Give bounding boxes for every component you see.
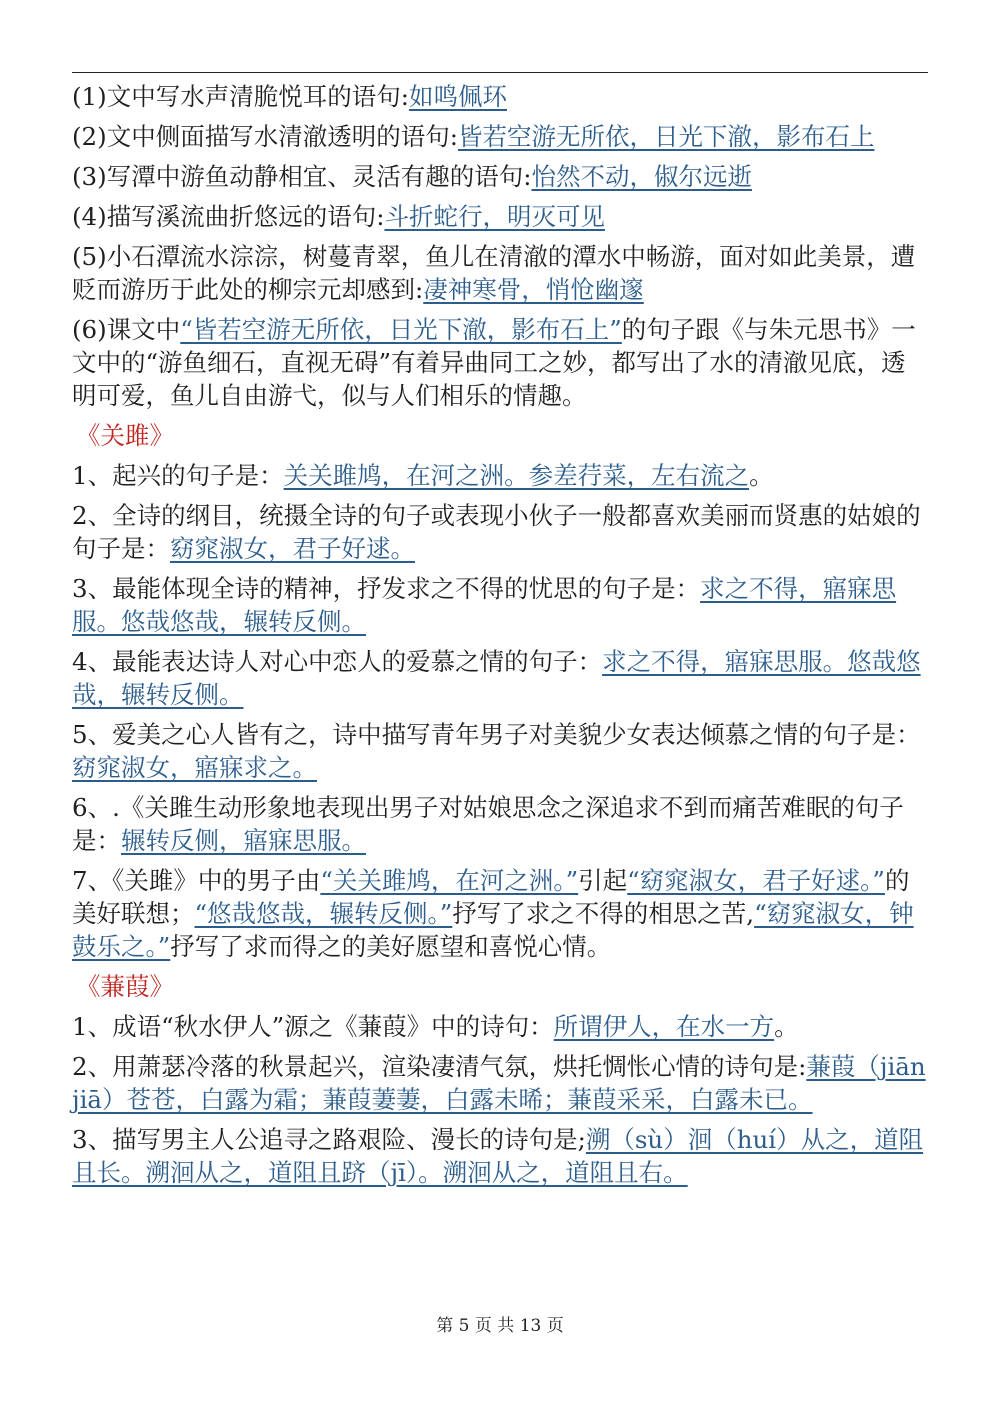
question-tail: 。 [774,1012,799,1041]
answer-text: 斗折蛇行，明灭可见 [384,202,605,231]
question-item [72,645,930,711]
page-content [72,80,930,1196]
question-item [72,499,930,565]
question-item [72,160,930,193]
question-text: (6)课文中 [72,315,181,344]
question-item [72,1123,930,1189]
answer-text: “窈窕淑女，君子好逑。” [627,866,885,895]
question-item [72,864,930,963]
answer-text: 如鸣佩环 [408,82,507,111]
section-heading-jianjia: 《蒹葭》 [76,972,174,1001]
question-tail: 。 [749,461,774,490]
page-footer: 第 5 页 共 13 页 [436,1316,564,1336]
question-item [72,1010,930,1043]
question-text: 2、用萧瑟冷落的秋景起兴，渲染凄清气氛，烘托惆怅心情的诗句是: [72,1052,807,1081]
answer-text: 凄神寒骨，悄怆幽邃 [423,275,644,304]
question-text: (3)写潭中游鱼动静相宜、灵活有趣的语句: [72,162,532,191]
question-text: 的句子跟《与朱元思书》一文中的“游鱼细石，直视无碍”有着异曲同工之妙，都写出了水的清澈见底，透明可爱，鱼儿自由游弋，似与人们相乐的情趣。 [72,315,916,410]
question-item [72,459,930,492]
answer-text: 怡然不动，俶尔远逝 [531,162,752,191]
answer-text: “悠哉悠哉，辗转反侧。” [194,899,453,928]
question-text: (2)文中侧面描写水清澈透明的语句: [72,122,458,151]
question-item [72,80,930,113]
question-text: 2、全诗的纲目，统摄全诗的句子或表现小伙子一般都喜欢美丽而贤惠的姑娘的句子是： [72,501,921,563]
answer-text: 所谓伊人，在水一方 [553,1012,775,1041]
question-item [72,718,930,784]
answer-text: 蒹葭（jiān jiā）苍苍，白露为霜；蒹葭萋萋，白露未晞；蒹葭采采，白露未已。 [72,1052,926,1114]
question-item [72,791,930,857]
question-text: 7、《关雎》中的男子由 [72,866,321,895]
answer-text: 窈窕淑女，寤寐求之。 [72,753,317,782]
answer-text: 求之不得，寤寐思服。悠哉悠哉，辗转反侧。 [72,647,921,709]
question-text: (5)小石潭流水淙淙，树蔓青翠，鱼儿在清澈的潭水中畅游，面对如此美景，遭贬而游历于此处的柳宗元却感到: [72,242,916,304]
answer-text: 皆若空游无所依，日光下澈，影布石上 [457,122,875,151]
answer-text: 窈窕淑女，君子好逑。 [170,534,415,563]
question-text: 1、成语“秋水伊人”源之《蒹葭》中的诗句： [72,1012,554,1041]
question-text: 6、.《关雎生动形象地表现出男子对姑娘思念之深追求不到而痛苦难眠的句子是： [72,793,904,855]
question-text: 的美好联想； [72,866,910,928]
answer-text: 求之不得，寤寐思服。悠哉悠哉，辗转反侧。 [72,574,897,636]
question-text: 引起 [578,866,628,895]
question-item [72,200,930,233]
answer-text: 溯（sù）洄（huí）从之，道阻且长。溯洄从之，道阻且跻（jī）。溯洄从之，道阻且右。 [72,1125,924,1187]
answer-text: “窈窕淑女，钟鼓乐之。” [72,899,914,961]
answer-text: 辗转反侧，寤寐思服。 [121,826,366,855]
question-text: (4)描写溪流曲折悠远的语句: [72,202,385,231]
section-heading-guanju: 《关雎》 [76,421,174,450]
answer-text: “皆若空游无所依，日光下澈，影布石上” [180,315,622,344]
question-text: 抒写了求之不得的相思之苦, [452,899,755,928]
question-text: 4、最能表达诗人对心中恋人的爱慕之情的句子： [72,647,603,676]
top-rule [72,72,928,73]
answer-text: “关关雎鸠，在河之洲。” [320,866,579,895]
answer-text: 关关雎鸠，在河之洲。参差荇菜，左右流之 [283,461,750,490]
question-item [72,240,930,306]
question-text: 3、最能体现全诗的精神，抒发求之不得的忧思的句子是： [72,574,701,603]
question-item [72,313,930,412]
question-text: 3、描写男主人公追寻之路艰险、漫长的诗句是; [72,1125,586,1154]
question-item [72,1050,930,1116]
question-text: (1)文中写水声清脆悦耳的语句: [72,82,409,111]
question-item [72,120,930,153]
question-text: 1、起兴的句子是： [72,461,284,490]
question-text: 抒写了求而得之的美好愿望和喜悦心情。 [170,932,612,961]
question-text: 5、爱美之心人皆有之，诗中描写青年男子对美貌少女表达倾慕之情的句子是： [72,720,921,749]
question-item [72,572,930,638]
